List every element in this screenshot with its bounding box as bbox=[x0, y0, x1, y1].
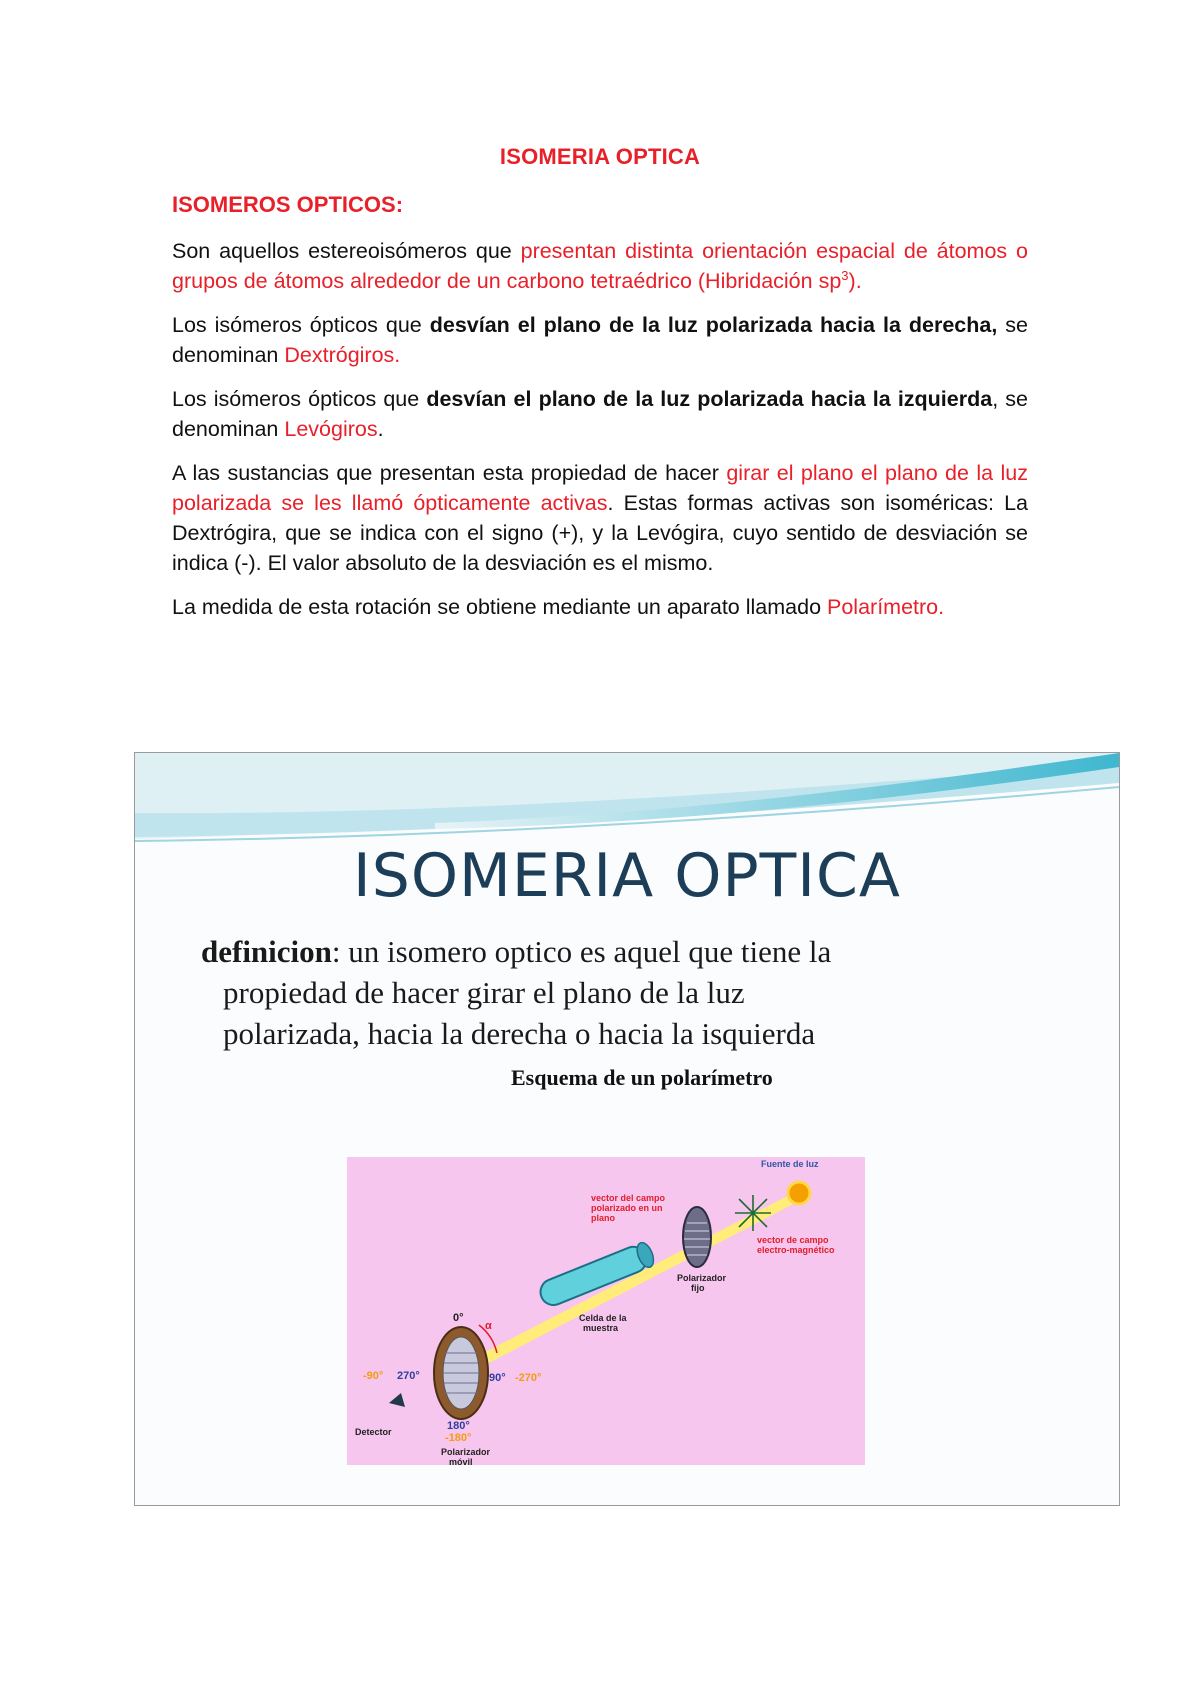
label-detector: Detector bbox=[355, 1427, 392, 1437]
scheme-title: Esquema de un polarímetro bbox=[511, 1065, 773, 1090]
slide-title: ISOMERIA OPTICA bbox=[353, 841, 901, 911]
label-fixed-polarizer-2: fijo bbox=[691, 1283, 705, 1293]
label-vector-em-2: electro-magnético bbox=[757, 1245, 835, 1255]
label-angle-180: 180° bbox=[447, 1420, 470, 1432]
label-mobile-polarizer-2: móvil bbox=[449, 1457, 473, 1465]
paragraph-levogiros: Los isómeros ópticos que desvían el plano de la luz polarizada hacia la izquierda, se denominan Levógiros. bbox=[172, 387, 1028, 441]
label-mobile-polarizer-1: Polarizador bbox=[441, 1447, 491, 1457]
label-angle-neg270: -270° bbox=[515, 1372, 542, 1384]
slide-definition: definicion: un isomero optico es aquel que tiene la propiedad de hacer girar el plano de la luz polarizada, hacia la derecha o hacia la isquierda bbox=[201, 934, 832, 1051]
paragraph-definition: Son aquellos estereoisómeros que presentan distinta orientación espacial de átomos o grupos de átomos alrededor de un carbono tetraédrico (Hibridación $sp^3$). bbox=[172, 239, 1028, 293]
label-sample-cell-2: muestra bbox=[583, 1323, 619, 1333]
label-vector-plane-1: vector del campo bbox=[591, 1193, 666, 1203]
paragraph-polarimetro: La medida de esta rotación se obtiene mediante un aparato llamado Polarímetro. bbox=[172, 595, 945, 619]
label-vector-em-1: vector de campo bbox=[757, 1235, 829, 1245]
label-angle-270: 270° bbox=[397, 1370, 420, 1382]
label-angle-neg90: -90° bbox=[363, 1370, 384, 1382]
body-text bbox=[172, 236, 1028, 636]
paragraph-activas: A las sustancias que presentan esta propiedad de hacer girar el plano el plano de la luz polarizada se les llamó ópticamente activas. Estas formas activas son isoméricas: La Dextrógira, que se indica con el signo (+), y la Levógira, cuyo sentido de desviación se indica (-). El valor absoluto de la desviación es el mismo. bbox=[172, 461, 1029, 575]
label-angle-neg180: -180° bbox=[445, 1432, 472, 1444]
label-angle-90: 90° bbox=[489, 1372, 506, 1384]
fixed-polarizer bbox=[683, 1207, 711, 1267]
slide-image bbox=[134, 752, 1120, 1506]
polarimeter-diagram bbox=[347, 1157, 865, 1465]
page-title: ISOMERIA OPTICA bbox=[499, 144, 701, 169]
light-source-icon bbox=[788, 1182, 810, 1204]
label-vector-plane-3: plano bbox=[591, 1213, 615, 1223]
definition-term: definicion bbox=[201, 934, 332, 969]
paragraph-dextrogiros: Los isómeros ópticos que desvían el plano de la luz polarizada hacia la derecha, se denominan Dextrógiros. bbox=[172, 313, 1028, 367]
label-light-source: Fuente de luz bbox=[761, 1159, 819, 1169]
label-vector-plane-2: polarizado en un bbox=[591, 1203, 663, 1213]
em-vector-icon bbox=[735, 1195, 771, 1231]
label-sample-cell-1: Celda de la bbox=[579, 1313, 627, 1323]
label-fixed-polarizer-1: Polarizador bbox=[677, 1273, 727, 1283]
section-title: ISOMEROS OPTICOS: bbox=[172, 192, 404, 217]
label-angle-0: 0° bbox=[453, 1312, 464, 1324]
label-alpha: α bbox=[485, 1320, 492, 1332]
